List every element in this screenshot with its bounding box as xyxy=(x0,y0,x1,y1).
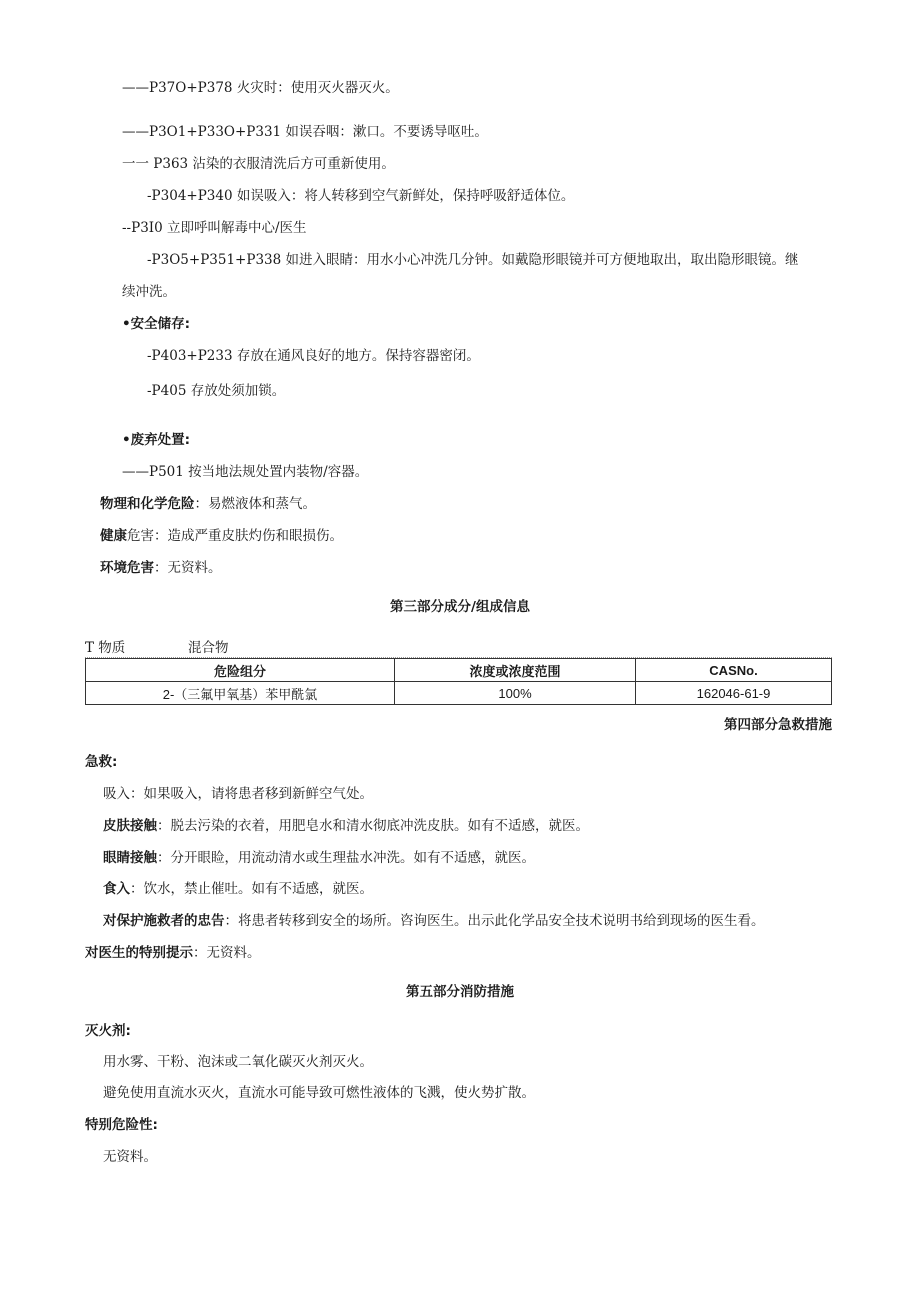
header-component: 危险组分 xyxy=(86,659,395,682)
header-concentration: 浓度或浓度范围 xyxy=(395,659,636,682)
doctor-note-label: 对医生的特别提示 xyxy=(85,945,193,961)
extinguishing-agent-1: 用水雾、干粉、泡沫或二氧化碳灭火剂灭火。 xyxy=(103,1054,373,1070)
special-hazard-text: 无资料。 xyxy=(103,1149,157,1165)
cell-cas: 162046-61-9 xyxy=(636,682,832,705)
skin-contact xyxy=(103,817,589,835)
phys-hazard xyxy=(100,495,316,513)
env-hazard xyxy=(100,559,222,577)
precaution-p305: -P3O5+P351+P338 如进入眼睛：用水小心冲洗几分钟。如戴隐形眼镜并可方便地取出，取出隐形眼镜。继 xyxy=(147,252,799,268)
disposal-label: •废弃处置: xyxy=(122,432,191,448)
extinguishing-agent-label: 灭火剂: xyxy=(85,1023,131,1039)
substance-type-value: 混合物 xyxy=(188,640,229,656)
section5-title: 第五部分消防措施 xyxy=(406,984,514,1000)
precaution-p403: -P403+P233 存放在通风良好的地方。保持容器密闭。 xyxy=(147,348,480,364)
extinguishing-agent-2: 避免使用直流水灭火，直流水可能导致可燃性液体的飞溅，使火势扩散。 xyxy=(103,1085,535,1101)
precaution-p310: --P3I0 立即呼叫解毒中心/医生 xyxy=(122,220,307,236)
first-aid-label: 急救: xyxy=(85,754,118,770)
table-header-row xyxy=(86,659,832,682)
health-hazard xyxy=(100,527,343,545)
precaution-p305-cont: 续冲洗。 xyxy=(122,284,176,300)
ingestion-label: 食入 xyxy=(103,881,130,897)
health-hazard-text: 危害：造成严重皮肤灼伤和眼损伤。 xyxy=(127,528,343,544)
composition-table xyxy=(85,658,832,705)
skin-contact-label: 皮肤接触 xyxy=(103,818,157,834)
table-row xyxy=(86,682,832,705)
eye-contact-label: 眼睛接触 xyxy=(103,850,157,866)
precaution-p405: -P405 存放处须加锁。 xyxy=(147,383,286,399)
rescuer-advice xyxy=(103,912,765,930)
eye-contact-text: ：分开眼睑，用流动清水或生理盐水冲洗。如有不适感，就医。 xyxy=(157,850,535,866)
precaution-p501: ——P501 按当地法规处置内装物/容器。 xyxy=(122,464,369,480)
rescuer-advice-text: ：将患者转移到安全的场所。咨询医生。出示此化学品安全技术说明书给到现场的医生看。 xyxy=(224,913,765,929)
phys-hazard-text: ：易燃液体和蒸气。 xyxy=(194,496,316,512)
rescuer-advice-label: 对保护施救者的忠告 xyxy=(103,913,225,929)
env-hazard-text: ：无资料。 xyxy=(154,560,222,576)
doctor-note xyxy=(85,944,261,962)
phys-hazard-label: 物理和化学危险 xyxy=(100,496,195,512)
special-hazard-label: 特别危险性: xyxy=(85,1117,158,1133)
cell-component: 2-（三氟甲氧基）苯甲酰氯 xyxy=(86,682,395,705)
eye-contact xyxy=(103,849,535,867)
health-hazard-label: 健康 xyxy=(100,528,127,544)
precaution-p304: -P304+P340 如误吸入：将人转移到空气新鲜处，保持呼吸舒适体位。 xyxy=(147,188,575,204)
doctor-note-text: ：无资料。 xyxy=(193,945,261,961)
precaution-p370: ——P37O+P378 火灾时：使用灭火器灭火。 xyxy=(122,80,399,96)
substance-type-label: T 物质 xyxy=(85,640,126,656)
skin-contact-text: ：脱去污染的衣着，用肥皂水和清水彻底冲洗皮肤。如有不适感，就医。 xyxy=(157,818,589,834)
env-hazard-label: 环境危害 xyxy=(100,560,154,576)
section4-title: 第四部分急救措施 xyxy=(724,717,832,733)
ingestion xyxy=(103,880,373,898)
header-cas: CASNo. xyxy=(636,659,832,682)
cell-concentration: 100% xyxy=(395,682,636,705)
ingestion-text: ：饮水，禁止催吐。如有不适感，就医。 xyxy=(130,881,373,897)
section3-title: 第三部分成分/组成信息 xyxy=(390,599,530,615)
storage-label: •安全储存: xyxy=(122,316,191,332)
precaution-p363: 一一 P363 沾染的衣服清洗后方可重新使用。 xyxy=(122,156,395,172)
inhale-text: 吸入：如果吸入，请将患者移到新鲜空气处。 xyxy=(103,786,373,802)
precaution-p301: ——P3O1+P33O+P331 如误吞咽：漱口。不要诱导呕吐。 xyxy=(122,124,488,140)
